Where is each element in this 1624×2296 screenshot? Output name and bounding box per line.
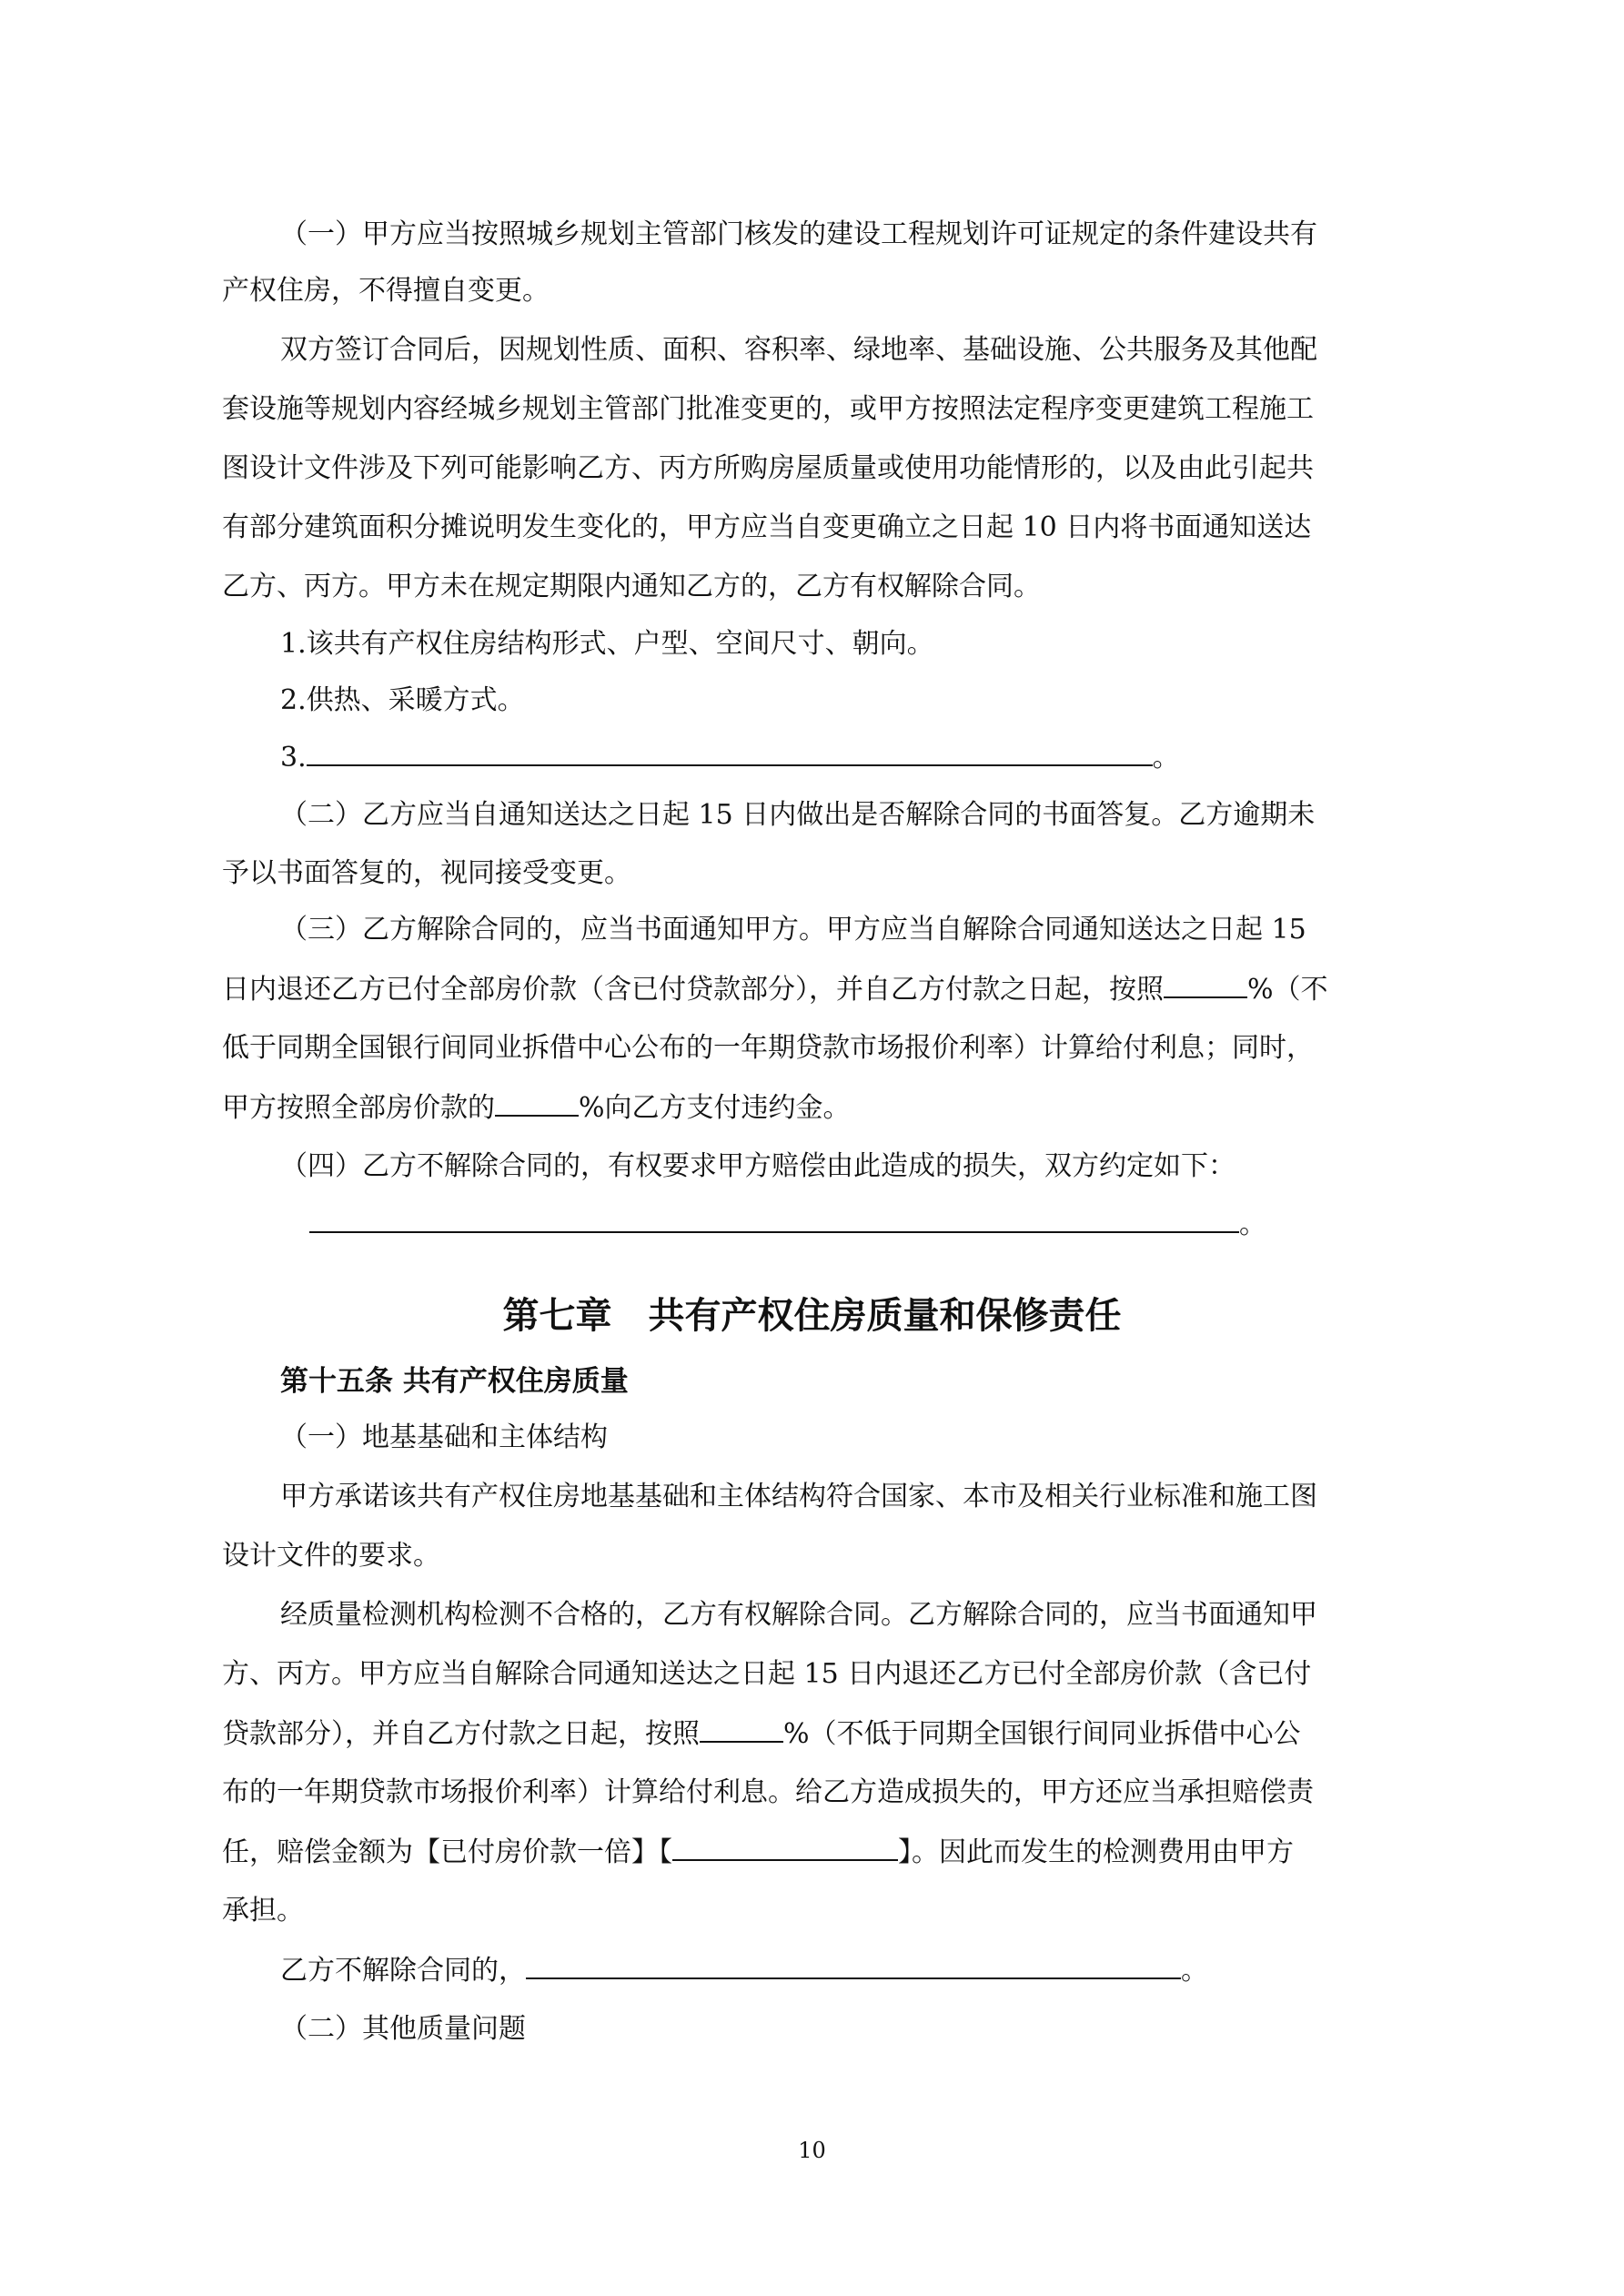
paragraph-line	[222, 971, 1328, 1008]
line-text: %向乙方支付违约金。	[579, 1092, 851, 1124]
line-text: 贷款部分），并自乙方付款之日起，按照	[222, 1718, 700, 1750]
fill-in-blank[interactable]	[307, 739, 1153, 766]
article-title: 第十五条 共有产权住房质量	[280, 1365, 629, 1398]
line-text: 甲方按照全部房价款的	[222, 1092, 495, 1124]
agreement-blank[interactable]	[309, 1206, 1239, 1233]
paragraph-line: 方、丙方。甲方应当自解除合同通知送达之日起 15 日内退还乙方已付全部房价款（含已付	[222, 1658, 1312, 1690]
line-text: 任，赔偿金额为【已付房价款一倍】【	[222, 1836, 672, 1868]
paragraph-line: 布的一年期贷款市场报价利率）计算给付利息。给乙方造成损失的，甲方还应当承担赔偿责	[222, 1776, 1314, 1808]
line-end: 。	[1152, 742, 1180, 774]
interest-rate-blank[interactable]	[1164, 971, 1247, 998]
interest-rate-blank[interactable]	[700, 1715, 783, 1743]
paragraph-line: （一）甲方应当按照城乡规划主管部门核发的建设工程规划许可证规定的条件建设共有	[280, 218, 1317, 250]
paragraph-line: 低于同期全国银行间同业拆借中心公布的一年期贷款市场报价利率）计算给付利息；同时，	[222, 1032, 1314, 1064]
paragraph-line: 设计文件的要求。	[222, 1540, 440, 1572]
list-item-blank	[280, 739, 1180, 776]
paragraph-line	[309, 1206, 1266, 1243]
line-end: 。	[1239, 1209, 1266, 1240]
paragraph-line	[222, 1089, 851, 1127]
line-text: 】。因此而发生的检测费用由甲方	[898, 1836, 1294, 1868]
chapter-title: 第七章 共有产权住房质量和保修责任	[502, 1295, 1122, 1337]
paragraph-line: 产权住房，不得擅自变更。	[222, 275, 550, 307]
item-number: 3.	[280, 742, 307, 774]
page-number: 10	[798, 2138, 826, 2163]
paragraph-line: 套设施等规划内容经城乡规划主管部门批准变更的，或甲方按照法定程序变更建筑工程施工	[222, 393, 1314, 425]
paragraph-line: 乙方、丙方。甲方未在规定期限内通知乙方的，乙方有权解除合同。	[222, 571, 1041, 602]
paragraph-line: （四）乙方不解除合同的，有权要求甲方赔偿由此造成的损失，双方约定如下：	[280, 1150, 1236, 1182]
paragraph-line: 双方签订合同后，因规划性质、面积、容积率、绿地率、基础设施、公共服务及其他配	[280, 334, 1317, 366]
paragraph-line: 予以书面答复的，视同接受变更。	[222, 857, 631, 889]
paragraph-line: 图设计文件涉及下列可能影响乙方、丙方所购房屋质量或使用功能情形的，以及由此引起共	[222, 452, 1314, 484]
paragraph-line: 承担。	[222, 1895, 304, 1927]
line-text: %（不	[1247, 974, 1328, 1006]
paragraph-line: （二）乙方应当自通知送达之日起 15 日内做出是否解除合同的书面答复。乙方逾期未	[280, 799, 1316, 831]
paragraph-line	[222, 1834, 1294, 1871]
subheading: （一）地基基础和主体结构	[280, 1421, 608, 1453]
paragraph-line: 经质量检测机构检测不合格的，乙方有权解除合同。乙方解除合同的，应当书面通知甲	[280, 1599, 1317, 1631]
list-item: 1.该共有产权住房结构形式、户型、空间尺寸、朝向。	[280, 628, 934, 660]
list-item: 2.供热、采暖方式。	[280, 684, 525, 716]
paragraph-line	[222, 1715, 1301, 1753]
line-end: 。	[1181, 1955, 1208, 1987]
non-termination-blank[interactable]	[526, 1952, 1181, 1979]
line-text: %（不低于同期全国银行间同业拆借中心公	[783, 1718, 1301, 1750]
paragraph-line: 甲方承诺该共有产权住房地基基础和主体结构符合国家、本市及相关行业标准和施工图	[280, 1481, 1317, 1512]
paragraph-line: （三）乙方解除合同的，应当书面通知甲方。甲方应当自解除合同通知送达之日起 15	[280, 914, 1306, 946]
compensation-blank[interactable]	[672, 1834, 898, 1861]
subheading: （二）其他质量问题	[280, 2013, 526, 2045]
paragraph-line	[280, 1952, 1208, 1989]
line-text: 日内退还乙方已付全部房价款（含已付贷款部分），并自乙方付款之日起，按照	[222, 974, 1164, 1006]
penalty-rate-blank[interactable]	[495, 1089, 579, 1117]
line-text: 乙方不解除合同的，	[280, 1955, 526, 1987]
paragraph-line: 有部分建筑面积分摊说明发生变化的，甲方应当自变更确立之日起 10 日内将书面通知送达	[222, 511, 1312, 543]
